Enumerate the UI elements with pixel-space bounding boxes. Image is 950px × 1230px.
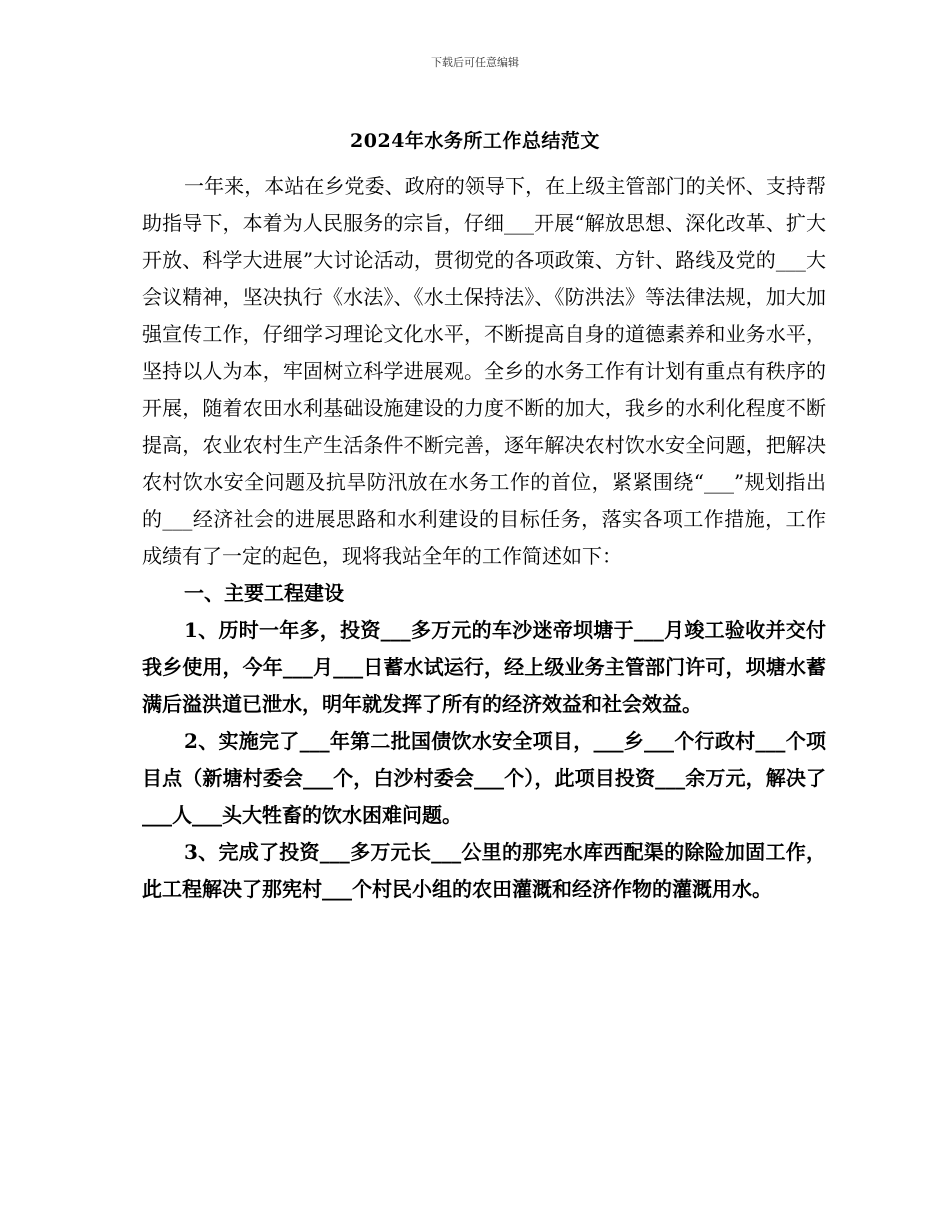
intro-paragraph: 一年来，本站在乡党委、政府的领导下，在上级主管部门的关怀、支持帮助指导下，本着为人民服务的宗旨，仔细___开展“解放思想、深化改革、扩大开放、科学大进展”大讨论活动，贯彻党的各项政策、方针、路线及党的___大会议精神，坚决执行《水法》、《水土保持法》、《防洪法》等法律法规，加大加强宣传工作，仔细学习理论文化水平，不断提高自身的道德素养和业务水平，坚持以人为本，牢固树立科学进展观。全乡的水务工作有计划有重点有秩序的开展，随着农田水利基础设施建设的力度不断的加大，我乡的水利化程度不断提高，农业农村生产生活条件不断完善，逐年解决农村饮水安全问题，把解决农村饮水安全问题及抗旱防汛放在水务工作的首位，紧紧围绕“___”规划指出的___经济社会的进展思路和水利建设的目标任务，落实各项工作措施，工作成绩有了一定的起色，现将我站全年的工作简述如下：: [142, 174, 826, 568]
header-note: 下载后可任意编辑: [431, 56, 519, 69]
list-item: 3、完成了投资___多万元长___公里的那宪水库西配渠的除险加固工作，此工程解决了那宪村___个村民小组的农田灌溉和经济作物的灌溉用水。: [142, 840, 826, 901]
document-body: [142, 168, 826, 908]
section-heading: 一、主要工程建设: [184, 581, 344, 605]
list-item: 1、历时一年多，投资___多万元的车沙迷帝坝塘于___月竣工验收并交付我乡使用，今年___月___日蓄水试运行，经上级业务主管部门许可，坝塘水蓄满后溢洪道已泄水，明年就发挥了所有的经济效益和社会效益。: [142, 618, 826, 716]
list-item: 2、实施完了___年第二批国债饮水安全项目，___乡___个行政村___个项目点（新塘村委会___个，白沙村委会___个），此项目投资___余万元，解决了___人___头大牲畜的饮水困难问题。: [142, 729, 826, 827]
document-title: 2024年水务所工作总结范文: [350, 130, 600, 152]
